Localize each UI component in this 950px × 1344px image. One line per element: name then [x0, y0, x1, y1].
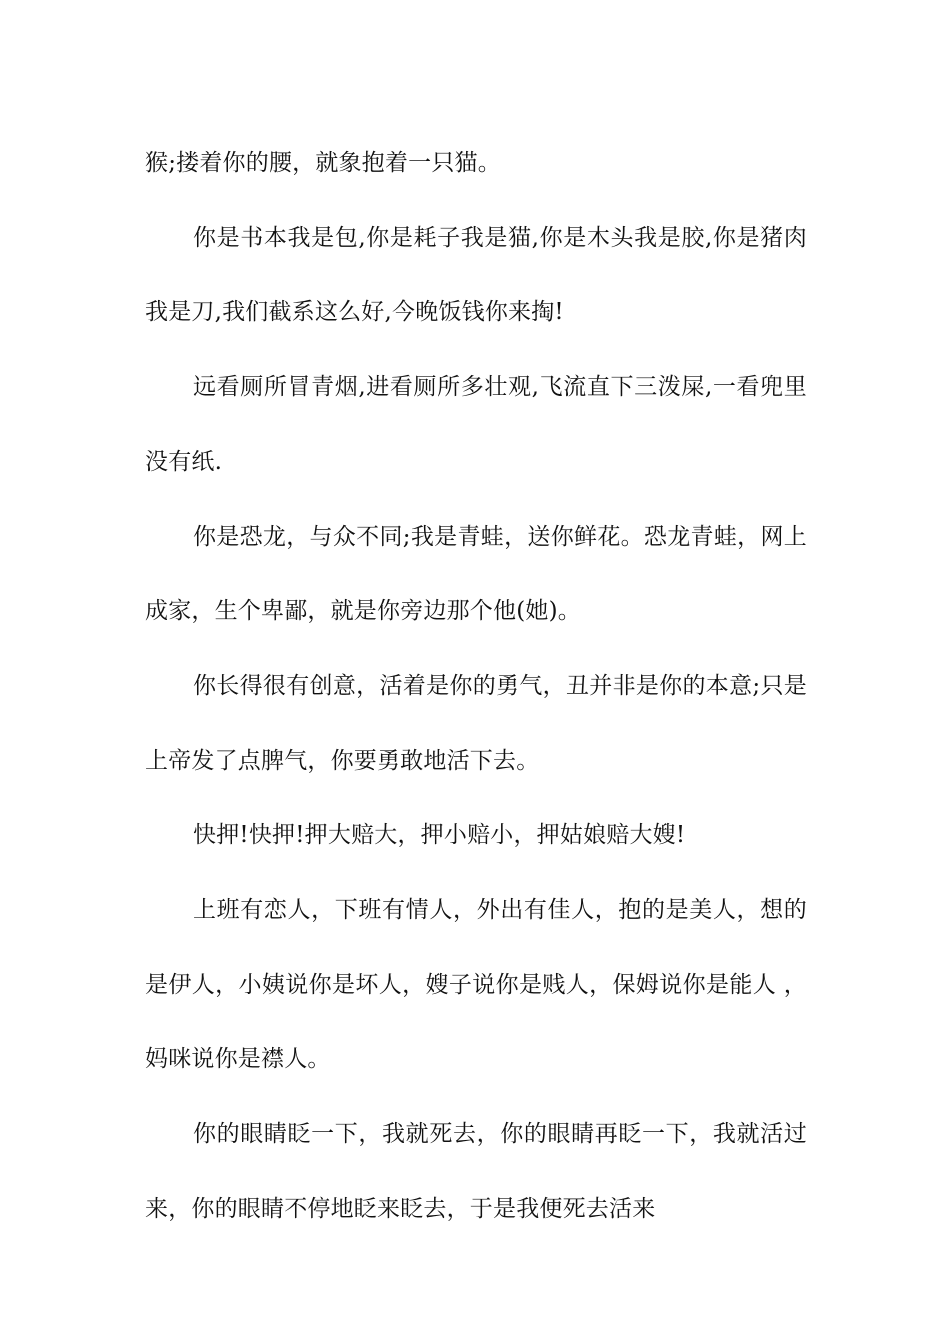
paragraph-continuation: 猴;搂着你的腰，就象抱着一只猫。: [145, 150, 501, 176]
paragraph: 快押!快押!押大赔大，押小赔小，押姑娘赔大嫂!: [193, 822, 686, 849]
paragraph: 你的眼睛眨一下，我就死去，你的眼睛再眨一下，我就活过来，你的眼睛不停地眨来眨去，于是我便死去活来: [145, 1121, 807, 1222]
paragraph: 上班有恋人，下班有情人，外出有佳人，抱的是美人，想的是伊人，小姨说你是坏人，嫂子说你是贱人，保姆说你是能人 ，妈咪说你是襟人。: [145, 897, 807, 1073]
paragraph: 你是书本我是包,你是耗子我是猫,你是木头我是胶,你是猪肉我是刀,我们截系这么好,今晚饭钱你来掏!: [145, 224, 807, 326]
paragraph: 远看厕所冒青烟,进看厕所多壮观,飞流直下三泼屎,一看兜里没有纸.: [145, 374, 807, 475]
paragraph: 你长得很有创意，活着是你的勇气，丑并非是你的本意;只是上帝发了点脾气，你要勇敢地活下去。: [145, 672, 807, 774]
document-body: [145, 126, 807, 1247]
paragraph: 你是恐龙，与众不同;我是青蛙，送你鲜花。恐龙青蛙，网上成家，生个卑鄙，就是你旁边那个他(她)。: [145, 523, 807, 625]
